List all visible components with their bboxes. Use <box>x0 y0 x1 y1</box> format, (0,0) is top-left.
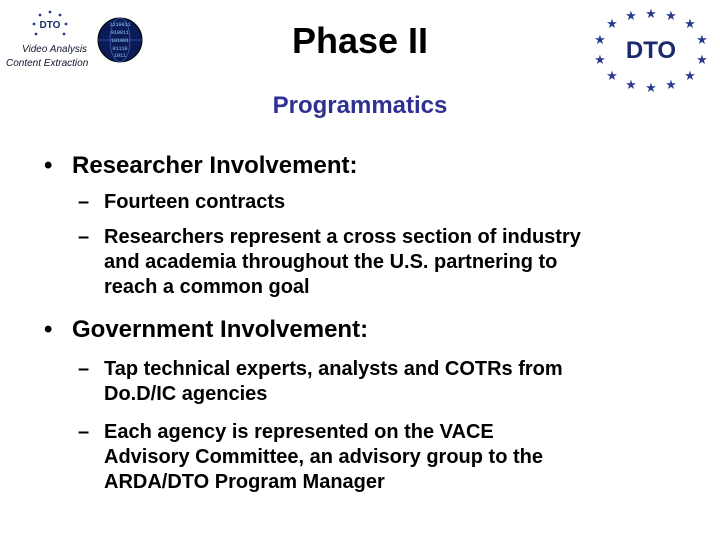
svg-text:★: ★ <box>684 17 696 32</box>
svg-text:★: ★ <box>625 9 637 24</box>
svg-text:★: ★ <box>665 78 677 93</box>
svg-text:★: ★ <box>665 9 677 24</box>
svg-text:★: ★ <box>645 81 657 94</box>
svg-text:★: ★ <box>684 69 696 84</box>
dto-logo <box>586 2 716 94</box>
subitem-line: reach a common goal <box>104 276 310 298</box>
svg-text:★: ★ <box>606 69 618 84</box>
svg-text:★: ★ <box>696 33 708 48</box>
vace-logo-line1: Video Analysis <box>22 44 88 55</box>
subitem-line: Researchers represent a cross section of industry <box>104 226 581 248</box>
subitem-line: ARDA/DTO Program Manager <box>104 471 385 493</box>
binary-line: 1011 <box>113 53 127 59</box>
subitem-line: Fourteen contracts <box>104 191 286 213</box>
svg-text:★: ★ <box>594 33 606 48</box>
subitem-line: Do.D/IC agencies <box>104 383 268 405</box>
bullet-dot: • <box>44 152 53 179</box>
binary-line: 010011 <box>110 30 130 36</box>
binary-line: 1110011 <box>109 22 131 28</box>
subitem-line: and academia throughout the U.S. partnering to <box>104 251 558 273</box>
svg-text:★: ★ <box>645 7 657 22</box>
svg-text:★: ★ <box>606 17 618 32</box>
svg-text:★: ★ <box>696 53 708 68</box>
binary-line: 101001 <box>110 38 130 44</box>
binary-line: 01110 <box>112 46 128 52</box>
dash: – <box>78 421 90 443</box>
dash: – <box>78 358 90 380</box>
vace-logo-line2: Content Extraction <box>6 58 89 69</box>
bullet-dot: • <box>44 316 53 343</box>
vace-badge-text: DTO <box>39 20 61 31</box>
subitem-line: Each agency is represented on the VACE <box>104 421 494 443</box>
dash: – <box>78 226 90 248</box>
subitem-line: Tap technical experts, analysts and COTRs from <box>104 358 563 380</box>
svg-text:★: ★ <box>594 53 606 68</box>
dash: – <box>78 191 90 213</box>
svg-text:★: ★ <box>625 78 637 93</box>
dto-logo-text: DTO <box>625 37 677 64</box>
subitem-line: Advisory Committee, an advisory group to the <box>104 446 543 468</box>
bullet-label: Government Involvement: <box>72 316 369 343</box>
slide-title: Phase II <box>291 20 429 61</box>
bullet-label: Researcher Involvement: <box>72 152 358 179</box>
slide-subtitle: Programmatics <box>272 92 448 119</box>
